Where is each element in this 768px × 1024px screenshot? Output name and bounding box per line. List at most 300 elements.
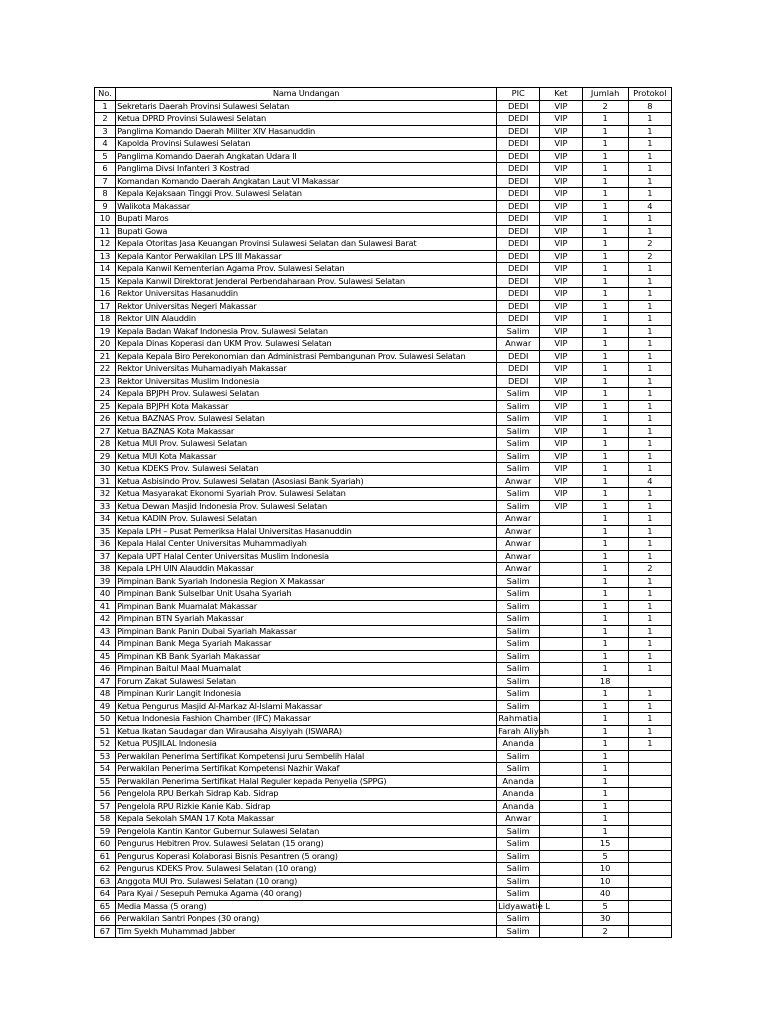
cell-pic: Salim [497, 450, 540, 463]
cell-jumlah: 1 [582, 525, 628, 538]
cell-pic: Salim [497, 650, 540, 663]
table-row [95, 713, 672, 726]
cell-pic: DEDI [497, 300, 540, 313]
cell-protokol: 1 [628, 213, 671, 226]
table-row [95, 925, 672, 938]
cell-ket: VIP [540, 225, 582, 238]
cell-pic: DEDI [497, 200, 540, 213]
cell-jumlah: 1 [582, 775, 628, 788]
table-row [95, 813, 672, 826]
table-row [95, 688, 672, 701]
cell-jumlah: 10 [582, 875, 628, 888]
cell-name: Pengurus KDEKS Prov. Sulawesi Selatan (10 orang) [116, 863, 497, 876]
table-row [95, 863, 672, 876]
cell-name: Pimpinan Bank Sulselbar Unit Usaha Syariah [116, 588, 497, 601]
table-row [95, 400, 672, 413]
cell-protokol: 1 [628, 288, 671, 301]
cell-no: 60 [95, 838, 116, 851]
cell-name: Ketua BAZNAS Kota Makassar [116, 425, 497, 438]
cell-no: 15 [95, 275, 116, 288]
cell-pic: Ananda [497, 788, 540, 801]
cell-ket: VIP [540, 325, 582, 338]
cell-jumlah: 1 [582, 200, 628, 213]
cell-pic: Salim [497, 438, 540, 451]
table-row [95, 125, 672, 138]
table-row [95, 675, 672, 688]
cell-jumlah: 1 [582, 813, 628, 826]
table-row [95, 113, 672, 126]
cell-ket [540, 763, 582, 776]
table-row [95, 525, 672, 538]
cell-protokol [628, 900, 671, 913]
cell-name: Komandan Komando Daerah Angkatan Laut VI Makassar [116, 175, 497, 188]
table-row [95, 200, 672, 213]
cell-ket: VIP [540, 113, 582, 126]
cell-name: Ketua BAZNAS Prov. Sulawesi Selatan [116, 413, 497, 426]
cell-name: Sekretaris Daerah Provinsi Sulawesi Selatan [116, 100, 497, 113]
table-row [95, 875, 672, 888]
cell-no: 26 [95, 413, 116, 426]
cell-jumlah: 1 [582, 388, 628, 401]
cell-no: 34 [95, 513, 116, 526]
cell-pic: Salim [497, 625, 540, 638]
table-row [95, 138, 672, 151]
cell-jumlah: 1 [582, 325, 628, 338]
cell-pic: Ananda [497, 775, 540, 788]
cell-pic: Salim [497, 613, 540, 626]
cell-name: Forum Zakat Sulawesi Selatan [116, 675, 497, 688]
cell-pic: DEDI [497, 113, 540, 126]
cell-ket [540, 775, 582, 788]
cell-ket [540, 738, 582, 751]
cell-pic: Salim [497, 763, 540, 776]
cell-protokol: 1 [628, 513, 671, 526]
table-row [95, 325, 672, 338]
cell-no: 47 [95, 675, 116, 688]
cell-pic: Anwar [497, 550, 540, 563]
cell-no: 25 [95, 400, 116, 413]
cell-no: 39 [95, 575, 116, 588]
cell-name: Ketua PUSJILAL Indonesia [116, 738, 497, 751]
cell-pic: Salim [497, 500, 540, 513]
table-row [95, 150, 672, 163]
cell-name: Ketua Masyarakat Ekonomi Syariah Prov. Sulawesi Selatan [116, 488, 497, 501]
table-row [95, 363, 672, 376]
cell-no: 66 [95, 913, 116, 926]
cell-name: Pimpinan Bank Muamalat Makassar [116, 600, 497, 613]
cell-protokol: 1 [628, 338, 671, 351]
cell-no: 10 [95, 213, 116, 226]
cell-no: 5 [95, 150, 116, 163]
cell-name: Pengurus Hebitren Prov. Sulawesi Selatan (15 orang) [116, 838, 497, 851]
cell-name: Rektor Universitas Muslim Indonesia [116, 375, 497, 388]
cell-name: Kapolda Provinsi Sulawesi Selatan [116, 138, 497, 151]
cell-jumlah: 1 [582, 138, 628, 151]
cell-protokol [628, 800, 671, 813]
cell-ket [540, 750, 582, 763]
header-jumlah: Jumlah [582, 88, 628, 101]
cell-pic: Anwar [497, 525, 540, 538]
cell-pic: DEDI [497, 238, 540, 251]
cell-protokol [628, 775, 671, 788]
cell-pic: DEDI [497, 313, 540, 326]
cell-pic: Salim [497, 388, 540, 401]
cell-pic: Anwar [497, 475, 540, 488]
cell-name: Ketua KADIN Prov. Sulawesi Selatan [116, 513, 497, 526]
cell-jumlah: 1 [582, 463, 628, 476]
cell-no: 52 [95, 738, 116, 751]
cell-protokol: 1 [628, 163, 671, 176]
cell-no: 43 [95, 625, 116, 638]
cell-no: 1 [95, 100, 116, 113]
cell-name: Panglima Divsi Infanteri 3 Kostrad [116, 163, 497, 176]
cell-name: Kepala LPH – Pusat Pemeriksa Halal Universitas Hasanuddin [116, 525, 497, 538]
cell-protokol: 1 [628, 413, 671, 426]
cell-ket [540, 813, 582, 826]
cell-jumlah: 1 [582, 638, 628, 651]
cell-name: Ketua KDEKS Prov. Sulawesi Selatan [116, 463, 497, 476]
table-row [95, 350, 672, 363]
cell-ket [540, 850, 582, 863]
cell-ket [540, 688, 582, 701]
cell-ket [540, 875, 582, 888]
cell-ket: VIP [540, 450, 582, 463]
cell-ket [540, 800, 582, 813]
cell-jumlah: 1 [582, 700, 628, 713]
table-row [95, 288, 672, 301]
cell-jumlah: 1 [582, 650, 628, 663]
cell-protokol: 1 [628, 700, 671, 713]
cell-no: 27 [95, 425, 116, 438]
cell-name: Kepala Kejaksaan Tinggi Prov. Sulawesi Selatan [116, 188, 497, 201]
cell-pic: Salim [497, 575, 540, 588]
cell-protokol [628, 850, 671, 863]
cell-pic: Salim [497, 850, 540, 863]
cell-name: Ketua Indonesia Fashion Chamber (IFC) Makassar [116, 713, 497, 726]
cell-pic: Salim [497, 913, 540, 926]
cell-protokol: 1 [628, 725, 671, 738]
cell-name: Kepala Otoritas Jasa Keuangan Provinsi Sulawesi Selatan dan Sulawesi Barat [116, 238, 497, 251]
cell-name: Pengurus Koperasi Kolaborasi Bisnis Pesantren (5 orang) [116, 850, 497, 863]
cell-name: Anggota MUI Pro. Sulawesi Selatan (10 orang) [116, 875, 497, 888]
cell-ket [540, 563, 582, 576]
cell-ket [540, 838, 582, 851]
cell-pic: Salim [497, 588, 540, 601]
cell-jumlah: 1 [582, 538, 628, 551]
cell-pic: DEDI [497, 100, 540, 113]
cell-no: 4 [95, 138, 116, 151]
cell-jumlah: 10 [582, 863, 628, 876]
cell-ket: VIP [540, 350, 582, 363]
cell-protokol: 1 [628, 600, 671, 613]
cell-name: Kepala BPJPH Prov. Sulawesi Selatan [116, 388, 497, 401]
cell-ket: VIP [540, 388, 582, 401]
cell-jumlah: 1 [582, 188, 628, 201]
cell-jumlah: 40 [582, 888, 628, 901]
cell-name: Kepala Kanwil Direktorat Jenderal Perbendaharaan Prov. Sulawesi Selatan [116, 275, 497, 288]
cell-jumlah: 1 [582, 563, 628, 576]
cell-jumlah: 1 [582, 688, 628, 701]
cell-name: Ketua Ikatan Saudagar dan Wirausaha Aisyiyah (ISWARA) [116, 725, 497, 738]
cell-jumlah: 1 [582, 400, 628, 413]
cell-no: 38 [95, 563, 116, 576]
cell-ket: VIP [540, 363, 582, 376]
cell-protokol: 1 [628, 538, 671, 551]
table-row [95, 663, 672, 676]
cell-jumlah: 1 [582, 713, 628, 726]
table-row [95, 575, 672, 588]
cell-protokol: 1 [628, 363, 671, 376]
cell-jumlah: 18 [582, 675, 628, 688]
cell-ket [540, 625, 582, 638]
table-row [95, 638, 672, 651]
cell-protokol: 1 [628, 400, 671, 413]
cell-pic: DEDI [497, 225, 540, 238]
cell-ket [540, 888, 582, 901]
cell-name: Pimpinan Kurir Langit Indonesia [116, 688, 497, 701]
cell-protokol [628, 863, 671, 876]
cell-jumlah: 1 [582, 513, 628, 526]
cell-ket [540, 863, 582, 876]
cell-no: 64 [95, 888, 116, 901]
table-row [95, 775, 672, 788]
cell-ket: VIP [540, 438, 582, 451]
cell-jumlah: 1 [582, 363, 628, 376]
table-row [95, 175, 672, 188]
cell-name: Rektor UIN Alauddin [116, 313, 497, 326]
cell-ket: VIP [540, 338, 582, 351]
table-row [95, 738, 672, 751]
cell-ket: VIP [540, 238, 582, 251]
table-row [95, 275, 672, 288]
cell-ket: VIP [540, 400, 582, 413]
cell-pic: Salim [497, 400, 540, 413]
cell-ket: VIP [540, 475, 582, 488]
cell-name: Ketua MUI Kota Makassar [116, 450, 497, 463]
cell-ket: VIP [540, 250, 582, 263]
table-row [95, 888, 672, 901]
cell-jumlah: 1 [582, 350, 628, 363]
cell-pic: Salim [497, 600, 540, 613]
cell-jumlah: 1 [582, 625, 628, 638]
cell-pic: Salim [497, 663, 540, 676]
cell-ket [540, 600, 582, 613]
cell-protokol: 1 [628, 375, 671, 388]
cell-jumlah: 1 [582, 113, 628, 126]
cell-no: 48 [95, 688, 116, 701]
cell-name: Ketua Dewan Masjid Indonesia Prov. Sulawesi Selatan [116, 500, 497, 513]
cell-protokol: 1 [628, 713, 671, 726]
cell-pic: Salim [497, 413, 540, 426]
table-row [95, 388, 672, 401]
cell-jumlah: 1 [582, 250, 628, 263]
table-row [95, 513, 672, 526]
cell-protokol: 1 [628, 150, 671, 163]
cell-no: 12 [95, 238, 116, 251]
table-row [95, 788, 672, 801]
cell-no: 2 [95, 113, 116, 126]
cell-jumlah: 1 [582, 150, 628, 163]
cell-jumlah: 2 [582, 925, 628, 938]
cell-pic: Salim [497, 425, 540, 438]
cell-no: 51 [95, 725, 116, 738]
cell-no: 33 [95, 500, 116, 513]
table-row [95, 625, 672, 638]
cell-name: Pimpinan Bank Syariah Indonesia Region X Makassar [116, 575, 497, 588]
cell-jumlah: 1 [582, 275, 628, 288]
header-pic: PIC [497, 88, 540, 101]
cell-no: 35 [95, 525, 116, 538]
cell-no: 17 [95, 300, 116, 313]
table-row [95, 188, 672, 201]
cell-ket: VIP [540, 100, 582, 113]
cell-pic: Salim [497, 875, 540, 888]
cell-name: Ketua Pengurus Masjid Al-Markaz Al-Islami Makassar [116, 700, 497, 713]
cell-jumlah: 1 [582, 788, 628, 801]
table-header-row [95, 88, 672, 101]
cell-name: Perwakilan Santri Ponpes (30 orang) [116, 913, 497, 926]
cell-jumlah: 1 [582, 313, 628, 326]
cell-name: Rektor Universitas Muhamadiyah Makassar [116, 363, 497, 376]
table-row [95, 313, 672, 326]
cell-protokol: 1 [628, 263, 671, 276]
cell-protokol: 1 [628, 175, 671, 188]
cell-protokol: 2 [628, 250, 671, 263]
cell-name: Rektor Universitas Negeri Makassar [116, 300, 497, 313]
table-row [95, 413, 672, 426]
table-row [95, 238, 672, 251]
cell-pic: Anwar [497, 338, 540, 351]
cell-jumlah: 1 [582, 575, 628, 588]
cell-protokol: 1 [628, 388, 671, 401]
cell-protokol [628, 788, 671, 801]
cell-no: 57 [95, 800, 116, 813]
cell-protokol: 2 [628, 238, 671, 251]
cell-ket: VIP [540, 300, 582, 313]
cell-ket: VIP [540, 500, 582, 513]
cell-jumlah: 1 [582, 663, 628, 676]
table-row [95, 750, 672, 763]
cell-no: 16 [95, 288, 116, 301]
table-row [95, 225, 672, 238]
cell-pic: Salim [497, 700, 540, 713]
cell-name: Perwakilan Penerima Sertifikat Kompetensi Juru Sembelih Halal [116, 750, 497, 763]
cell-name: Kepala Badan Wakaf Indonesia Prov. Sulawesi Selatan [116, 325, 497, 338]
cell-name: Ketua Asbisindo Prov. Sulawesi Selatan (Asosiasi Bank Syariah) [116, 475, 497, 488]
cell-jumlah: 1 [582, 763, 628, 776]
cell-name: Rektor Universitas Hasanuddin [116, 288, 497, 301]
cell-ket: VIP [540, 175, 582, 188]
table-row [95, 800, 672, 813]
cell-ket: VIP [540, 263, 582, 276]
cell-pic: DEDI [497, 363, 540, 376]
cell-protokol: 1 [628, 550, 671, 563]
cell-protokol: 1 [628, 438, 671, 451]
cell-pic: DEDI [497, 150, 540, 163]
cell-no: 22 [95, 363, 116, 376]
cell-protokol: 1 [628, 463, 671, 476]
cell-name: Ketua MUI Prov. Sulawesi Selatan [116, 438, 497, 451]
cell-ket [540, 588, 582, 601]
cell-no: 54 [95, 763, 116, 776]
table-row [95, 850, 672, 863]
cell-protokol: 1 [628, 425, 671, 438]
header-protokol: Protokol [628, 88, 671, 101]
cell-jumlah: 1 [582, 175, 628, 188]
cell-no: 41 [95, 600, 116, 613]
cell-no: 58 [95, 813, 116, 826]
cell-no: 45 [95, 650, 116, 663]
cell-ket: VIP [540, 313, 582, 326]
cell-no: 42 [95, 613, 116, 626]
cell-name: Pengelola RPU Berkah Sidrap Kab. Sidrap [116, 788, 497, 801]
cell-pic: DEDI [497, 213, 540, 226]
cell-name: Para Kyai / Sesepuh Pemuka Agama (40 orang) [116, 888, 497, 901]
cell-pic: Salim [497, 925, 540, 938]
cell-jumlah: 15 [582, 838, 628, 851]
table-row [95, 838, 672, 851]
cell-pic: Salim [497, 488, 540, 501]
cell-jumlah: 1 [582, 375, 628, 388]
cell-name: Kepala Kanwil Kementerian Agama Prov. Sulawesi Selatan [116, 263, 497, 276]
header-no: No. [95, 88, 116, 101]
cell-jumlah: 5 [582, 900, 628, 913]
cell-jumlah: 2 [582, 100, 628, 113]
table-row [95, 475, 672, 488]
cell-ket: VIP [540, 200, 582, 213]
cell-jumlah: 1 [582, 213, 628, 226]
cell-ket [540, 700, 582, 713]
cell-jumlah: 1 [582, 800, 628, 813]
cell-protokol [628, 825, 671, 838]
cell-name: Pengelola RPU Rizkie Kanie Kab. Sidrap [116, 800, 497, 813]
cell-jumlah: 1 [582, 338, 628, 351]
cell-protokol [628, 875, 671, 888]
cell-protokol [628, 813, 671, 826]
cell-protokol: 1 [628, 138, 671, 151]
cell-no: 28 [95, 438, 116, 451]
cell-no: 23 [95, 375, 116, 388]
cell-pic: Salim [497, 463, 540, 476]
cell-protokol: 1 [628, 125, 671, 138]
cell-jumlah: 1 [582, 450, 628, 463]
cell-pic: DEDI [497, 288, 540, 301]
cell-protokol: 1 [628, 225, 671, 238]
cell-jumlah: 1 [582, 750, 628, 763]
cell-no: 13 [95, 250, 116, 263]
cell-no: 32 [95, 488, 116, 501]
cell-jumlah: 1 [582, 500, 628, 513]
cell-protokol [628, 925, 671, 938]
cell-pic: Anwar [497, 513, 540, 526]
table-row [95, 438, 672, 451]
cell-ket [540, 663, 582, 676]
cell-jumlah: 1 [582, 550, 628, 563]
cell-ket [540, 525, 582, 538]
cell-jumlah: 1 [582, 613, 628, 626]
cell-pic: DEDI [497, 175, 540, 188]
cell-no: 30 [95, 463, 116, 476]
cell-no: 8 [95, 188, 116, 201]
cell-protokol: 4 [628, 475, 671, 488]
cell-jumlah: 1 [582, 475, 628, 488]
cell-ket: VIP [540, 375, 582, 388]
cell-name: Tim Syekh Muhammad Jabber [116, 925, 497, 938]
cell-jumlah: 30 [582, 913, 628, 926]
cell-protokol: 1 [628, 488, 671, 501]
cell-ket [540, 913, 582, 926]
cell-protokol: 1 [628, 350, 671, 363]
